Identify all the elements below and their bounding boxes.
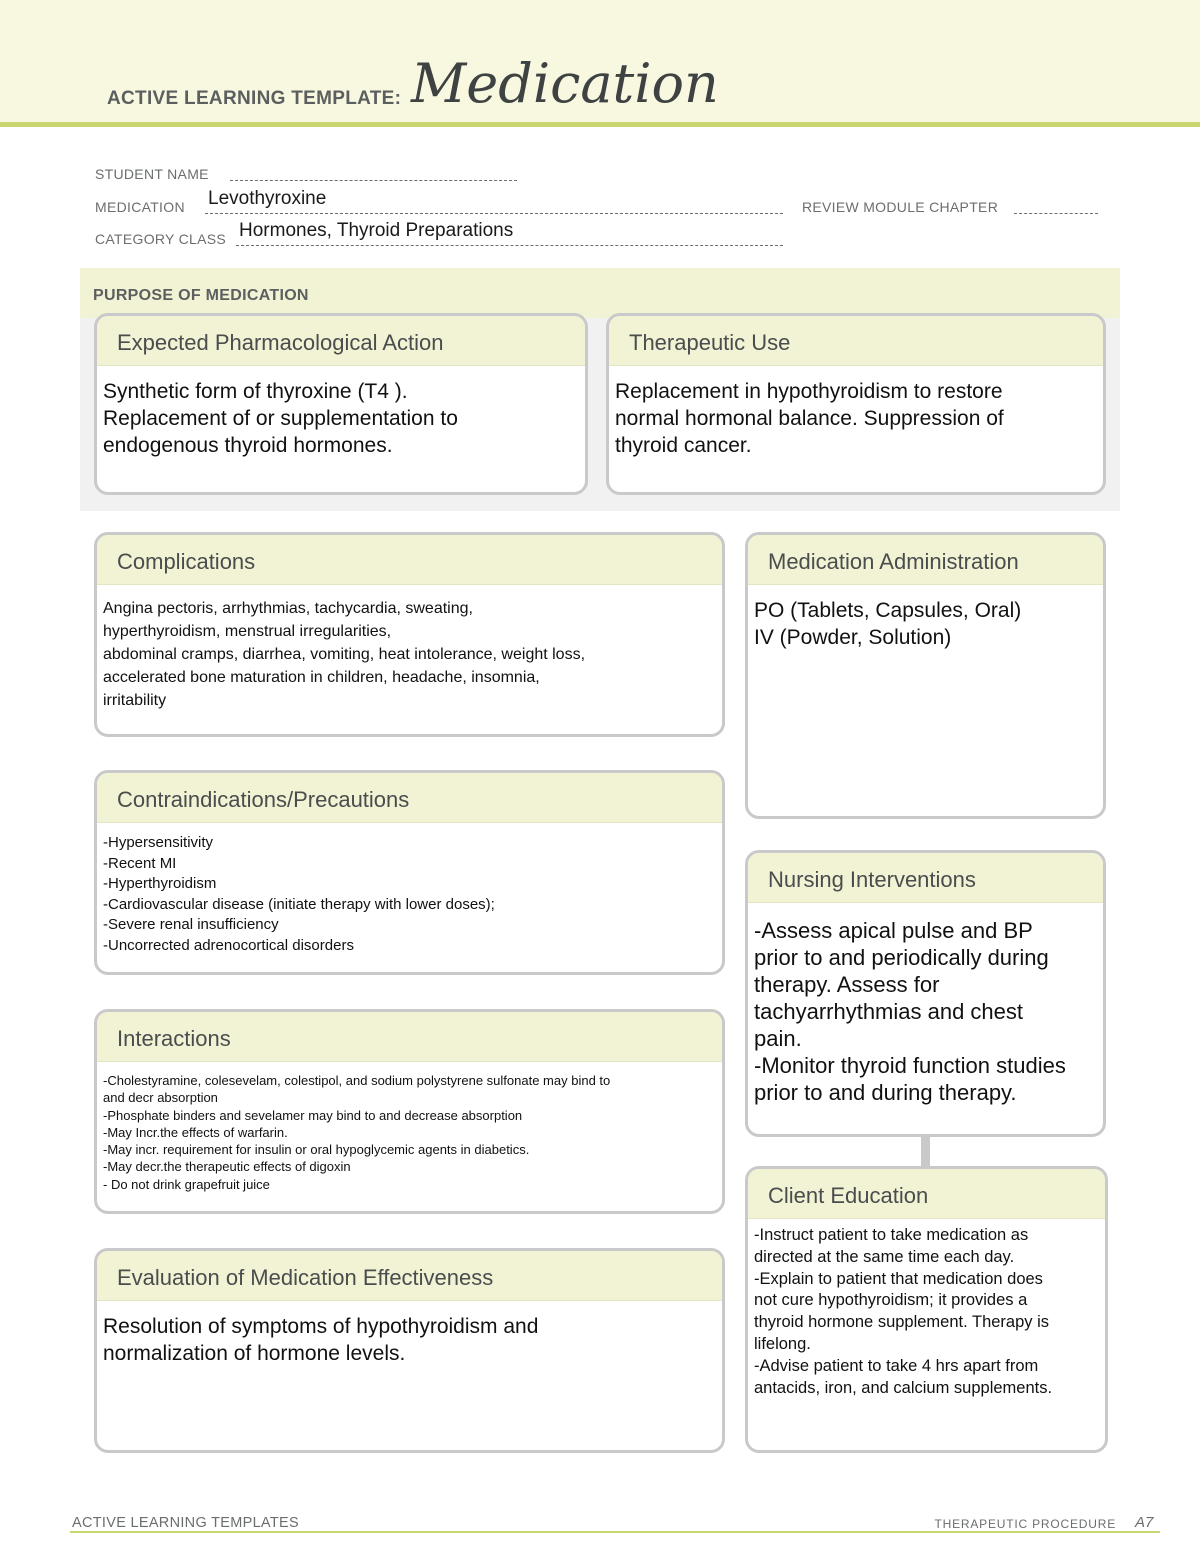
evaluation-text: Resolution of symptoms of hypothyroidism and normalization of hormone levels.: [103, 1315, 539, 1365]
header-rule: [0, 122, 1200, 127]
administration-heading: Medication Administration: [748, 535, 1103, 585]
evaluation-card: [94, 1248, 725, 1453]
expected-action-text: Synthetic form of thyroxine (T4 ). Replacement of or supplementation to endogenous thyroid hormones.: [103, 380, 458, 457]
footer-section: THERAPEUTIC PROCEDURE: [934, 1517, 1116, 1531]
contraindications-heading: Contraindications/Precautions: [97, 773, 722, 823]
client-education-text: -Instruct patient to take medication as directed at the same time each day. -Explain to patient that medication does not cure hypothyroidism; it provides a thyroid hormone supplement. Therapy is lifelong. -Advise patient to take 4 hrs apart from antacids, iron, and calcium supplements.: [754, 1226, 1053, 1397]
nursing-interventions-text: -Assess apical pulse and BP prior to and periodically during therapy. Assess for tachyarrhythmias and chest pain. -Monitor thyroid function studies prior to and during therapy.: [754, 918, 1066, 1105]
therapeutic-use-heading: Therapeutic Use: [609, 316, 1103, 366]
contraindications-text: -Hypersensitivity -Recent MI -Hyperthyroidism -Cardiovascular disease (initiate therapy with lower doses); -Severe renal insufficiency -Uncorrected adrenocortical disorders: [103, 834, 495, 954]
administration-card: [745, 532, 1106, 819]
footer-title: ACTIVE LEARNING TEMPLATES: [72, 1515, 299, 1531]
nursing-interventions-card: [745, 850, 1106, 1137]
interactions-text: -Cholestyramine, colesevelam, colestipol, and sodium polystyrene sulfonate may bind to and decr absorption -Phosphate binders and sevelamer may bind to and decrease absorption -May Incr.the effects of warfarin. -May incr. requirement for insulin or oral hypoglycemic agents in diabetics. -May decr.the therapeutic effects of digoxin - Do not drink grapefruit juice: [103, 1073, 611, 1192]
review-module-field[interactable]: [1014, 213, 1098, 214]
student-name-label: STUDENT NAME: [95, 166, 209, 182]
complications-heading: Complications: [97, 535, 722, 585]
expected-action-heading: Expected Pharmacological Action: [97, 316, 585, 366]
complications-text: Angina pectoris, arrhythmias, tachycardia, sweating, hyperthyroidism, menstrual irregularities, abdominal cramps, diarrhea, vomiting, heat intolerance, weight loss, accelerated bone maturation in children, headache, insomnia, irritability: [103, 600, 586, 709]
nursing-interventions-heading: Nursing Interventions: [748, 853, 1103, 903]
expected-action-card: [94, 313, 588, 495]
purpose-title: PURPOSE OF MEDICATION: [93, 287, 309, 304]
complications-card: [94, 532, 725, 737]
student-name-field[interactable]: [230, 180, 517, 181]
interactions-card: [94, 1009, 725, 1214]
client-education-heading: Client Education: [748, 1169, 1105, 1219]
therapeutic-use-text: Replacement in hypothyroidism to restore normal hormonal balance. Suppression of thyroid cancer.: [615, 380, 1004, 457]
medication-label: MEDICATION: [95, 199, 185, 215]
client-education-card: [745, 1166, 1108, 1453]
page-title: Medication: [411, 52, 719, 115]
category-class-label: CATEGORY CLASS: [95, 231, 227, 247]
review-module-label: REVIEW MODULE CHAPTER: [802, 199, 999, 215]
interactions-heading: Interactions: [97, 1012, 722, 1062]
administration-text: PO (Tablets, Capsules, Oral) IV (Powder, Solution): [754, 599, 1022, 649]
page-number: A7: [1135, 1514, 1154, 1531]
medication-value: Levothyroxine: [208, 188, 327, 209]
contraindications-card: [94, 770, 725, 975]
therapeutic-use-card: [606, 313, 1106, 495]
medication-field[interactable]: [205, 213, 783, 214]
template-label: ACTIVE LEARNING TEMPLATE:: [107, 88, 402, 109]
evaluation-heading: Evaluation of Medication Effectiveness: [97, 1251, 722, 1301]
category-class-field[interactable]: [236, 245, 783, 246]
card-connector: [921, 1136, 930, 1166]
category-class-value: Hormones, Thyroid Preparations: [239, 220, 514, 241]
footer-rule: [70, 1531, 1160, 1533]
